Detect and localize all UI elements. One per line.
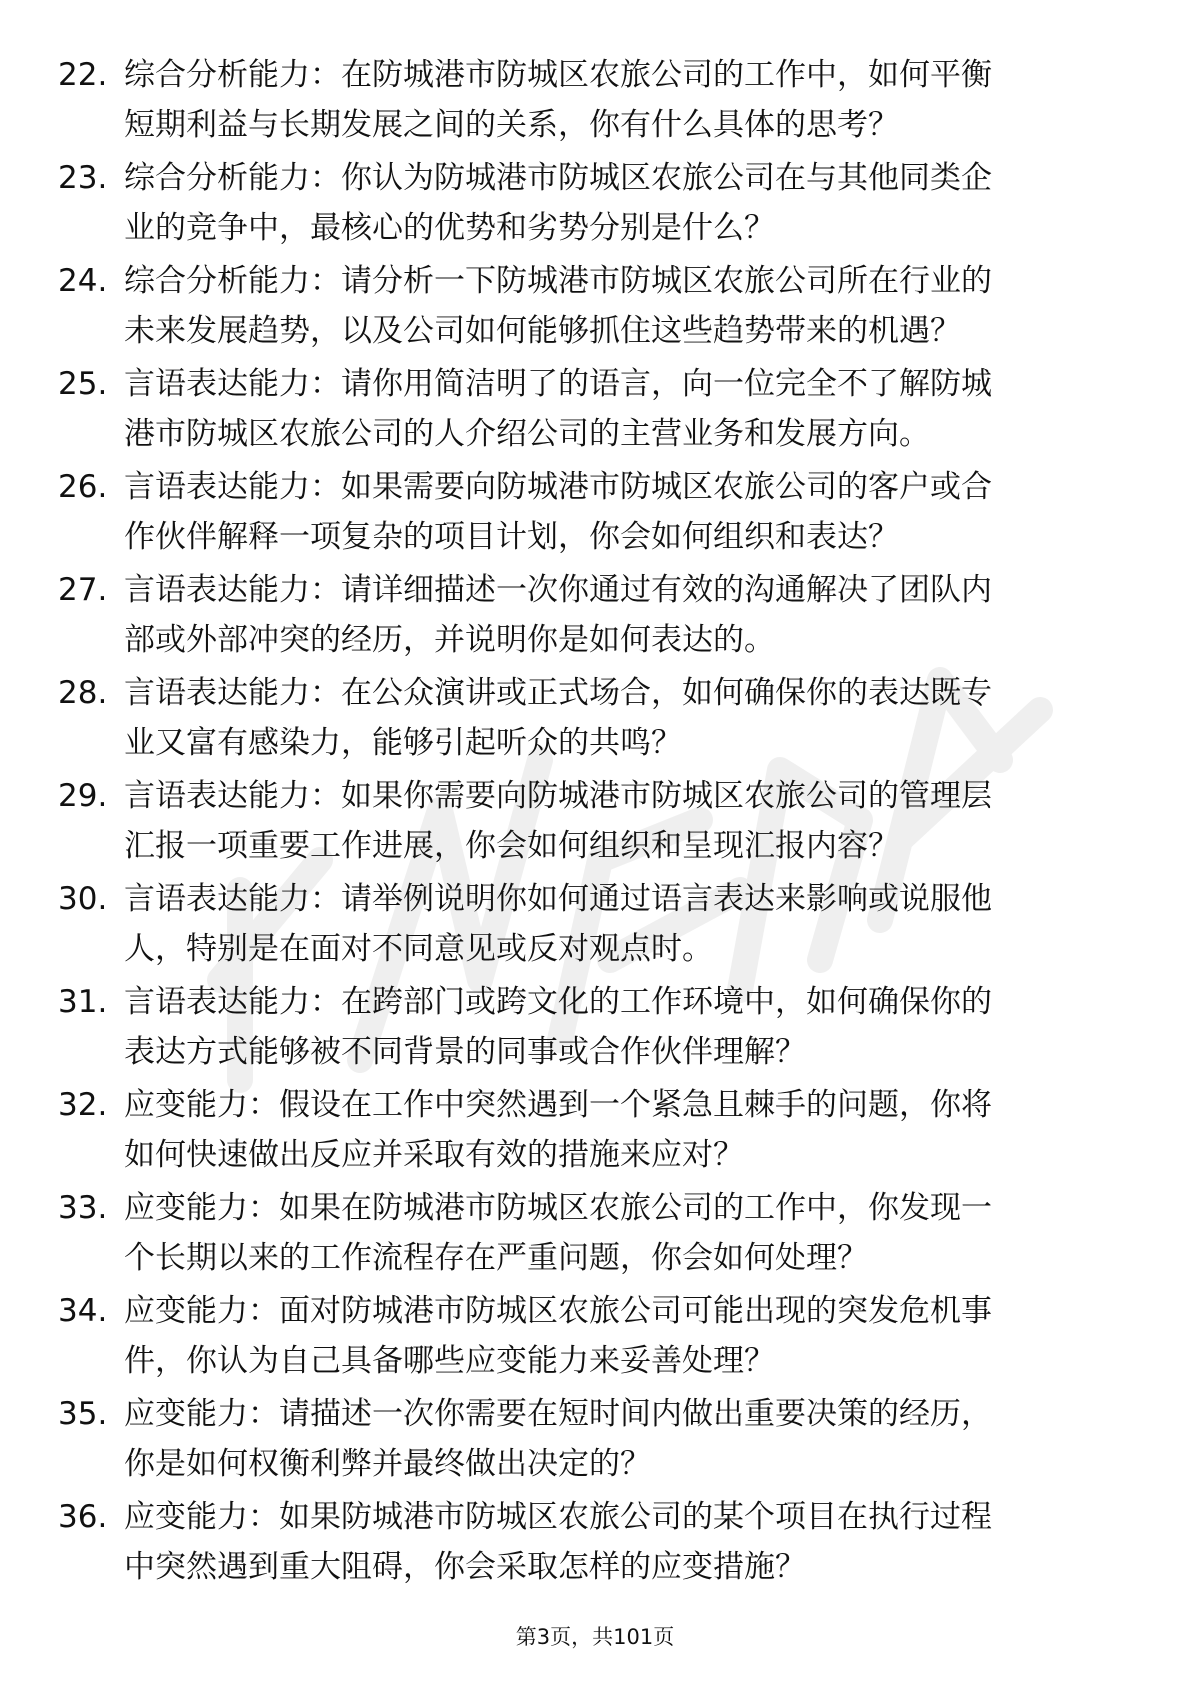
page-number-footer: 第3页，共101页	[515, 1625, 675, 1649]
question-text-line-2: 业又富有感染力，能够引起听众的共鸣？	[124, 725, 682, 761]
question-number: 25.	[58, 366, 108, 402]
question-item-34	[58, 1286, 1118, 1389]
question-text-line-1: 应变能力：请描述一次你需要在短时间内做出重要决策的经历，	[124, 1396, 992, 1432]
question-item-35	[58, 1389, 1118, 1492]
question-number: 31.	[58, 984, 108, 1020]
question-number: 24.	[58, 263, 108, 299]
question-number: 35.	[58, 1396, 108, 1432]
question-number: 29.	[58, 778, 108, 814]
question-text-line-2: 汇报一项重要工作进展，你会如何组织和呈现汇报内容？	[124, 828, 899, 864]
question-item-23	[58, 153, 1118, 256]
question-item-33	[58, 1183, 1118, 1286]
question-text-line-2: 中突然遇到重大阻碍，你会采取怎样的应变措施？	[124, 1549, 806, 1585]
question-item-31	[58, 977, 1118, 1080]
question-text-line-2: 你是如何权衡利弊并最终做出决定的？	[124, 1446, 651, 1482]
question-item-24	[58, 256, 1118, 359]
question-text-line-1: 言语表达能力：如果需要向防城港市防城区农旅公司的客户或合	[124, 469, 992, 505]
question-number: 23.	[58, 160, 108, 196]
question-item-27	[58, 565, 1118, 668]
question-text-line-2: 业的竞争中，最核心的优势和劣势分别是什么？	[124, 210, 775, 246]
question-text-line-2: 人，特别是在面对不同意见或反对观点时。	[124, 931, 713, 967]
question-number: 22.	[58, 57, 108, 93]
question-text-line-2: 短期利益与长期发展之间的关系，你有什么具体的思考？	[124, 107, 899, 143]
question-number: 32.	[58, 1087, 108, 1123]
question-text-line-1: 综合分析能力：请分析一下防城港市防城区农旅公司所在行业的	[124, 263, 992, 299]
question-number: 33.	[58, 1190, 108, 1226]
question-number: 27.	[58, 572, 108, 608]
question-text-line-1: 应变能力：如果防城港市防城区农旅公司的某个项目在执行过程	[124, 1499, 992, 1535]
question-item-36	[58, 1492, 1118, 1595]
question-item-32	[58, 1080, 1118, 1183]
question-text-line-1: 言语表达能力：请举例说明你如何通过语言表达来影响或说服他	[124, 881, 992, 917]
question-item-25	[58, 359, 1118, 462]
question-text-line-1: 言语表达能力：在跨部门或跨文化的工作环境中，如何确保你的	[124, 984, 992, 1020]
question-text-line-2: 件，你认为自己具备哪些应变能力来妥善处理？	[124, 1343, 775, 1379]
question-list	[58, 50, 1118, 1595]
question-text-line-1: 综合分析能力：你认为防城港市防城区农旅公司在与其他同类企	[124, 160, 992, 196]
question-number: 28.	[58, 675, 108, 711]
question-text-line-1: 言语表达能力：请你用简洁明了的语言，向一位完全不了解防城	[124, 366, 992, 402]
question-item-22	[58, 50, 1118, 153]
question-text-line-1: 综合分析能力：在防城港市防城区农旅公司的工作中，如何平衡	[124, 57, 992, 93]
question-text-line-2: 作伙伴解释一项复杂的项目计划，你会如何组织和表达？	[124, 519, 899, 555]
question-text-line-1: 言语表达能力：请详细描述一次你通过有效的沟通解决了团队内	[124, 572, 992, 608]
question-text-line-2: 如何快速做出反应并采取有效的措施来应对？	[124, 1137, 744, 1173]
question-text-line-2: 港市防城区农旅公司的人介绍公司的主营业务和发展方向。	[124, 416, 930, 452]
question-item-29	[58, 771, 1118, 874]
question-text-line-1: 应变能力：如果在防城港市防城区农旅公司的工作中，你发现一	[124, 1190, 992, 1226]
question-item-26	[58, 462, 1118, 565]
question-text-line-2: 表达方式能够被不同背景的同事或合作伙伴理解？	[124, 1034, 806, 1070]
question-text-line-1: 言语表达能力：在公众演讲或正式场合，如何确保你的表达既专	[124, 675, 992, 711]
question-number: 34.	[58, 1293, 108, 1329]
question-text-line-2: 未来发展趋势，以及公司如何能够抓住这些趋势带来的机遇？	[124, 313, 961, 349]
question-number: 26.	[58, 469, 108, 505]
question-item-28	[58, 668, 1118, 771]
question-text-line-2: 个长期以来的工作流程存在严重问题，你会如何处理？	[124, 1240, 868, 1276]
question-text-line-1: 应变能力：假设在工作中突然遇到一个紧急且棘手的问题，你将	[124, 1087, 992, 1123]
question-text-line-1: 言语表达能力：如果你需要向防城港市防城区农旅公司的管理层	[124, 778, 992, 814]
question-item-30	[58, 874, 1118, 977]
question-text-line-2: 部或外部冲突的经历，并说明你是如何表达的。	[124, 622, 775, 658]
question-number: 36.	[58, 1499, 108, 1535]
question-text-line-1: 应变能力：面对防城港市防城区农旅公司可能出现的突发危机事	[124, 1293, 992, 1329]
question-number: 30.	[58, 881, 108, 917]
